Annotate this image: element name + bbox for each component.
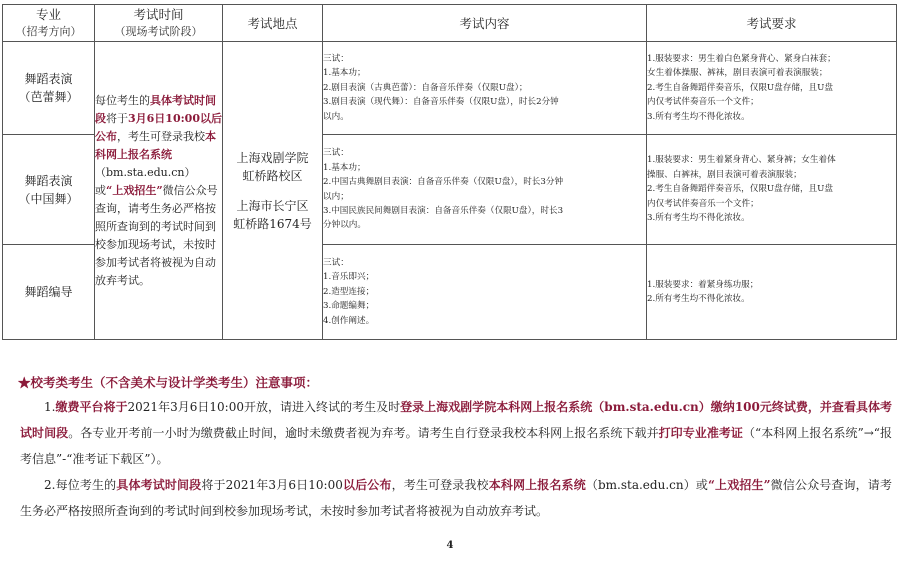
content-line: 3.剧目表演（现代舞）：自备音乐伴奏（仅限U盘），时长2分钟 (323, 97, 559, 108)
requirement-line: 2.考生自备舞蹈伴奏音乐，仅限U盘存储，且U盘 (647, 184, 833, 195)
major-direction: （中国舞） (18, 191, 79, 206)
header-time-label: 考试时间 (133, 7, 184, 22)
exam-time-cell (95, 42, 223, 340)
exam-content-cell (323, 245, 647, 340)
page-number: 4 (446, 540, 454, 551)
content-line: 三试： (323, 148, 349, 159)
content-line: 以内； (323, 191, 349, 202)
exam-content-cell (323, 135, 647, 245)
notes-section (20, 372, 892, 524)
note-emphasis: 以后公布 (342, 478, 392, 492)
requirement-line: 2.考生自备舞蹈伴奏音乐，仅限U盘存储，且U盘 (647, 82, 833, 93)
note-text: 2021年3月6日10:00开放，请进入终试的考生及时 (127, 400, 401, 414)
content-line: 2.造型连接； (323, 286, 375, 297)
time-highlight: 具体考试时间段 (95, 93, 216, 125)
content-line: 2.中国古典舞剧目表演：自备音乐伴奏（仅限U盘），时长3分钟 (323, 177, 564, 188)
header-requirements: 考试要求 (647, 5, 897, 42)
note-text: 2.每位考生的 (44, 478, 117, 492)
requirement-line: 1.服装要求：着紧身练功服； (647, 279, 759, 290)
content-line: 1.音乐即兴； (323, 272, 375, 283)
content-line: 1.基本功； (323, 68, 366, 79)
note-text: （bm.sta.edu.cn）或 (585, 478, 709, 492)
note-text: （“本科网上报名系统”→“报考信息”-“准考证下载区”）。 (20, 426, 892, 466)
requirement-line: 操服、白裤袜，剧目表演可着表演服装； (647, 169, 802, 180)
table-header-row (3, 5, 897, 42)
location-line: 上海戏剧学院 (236, 150, 309, 165)
note-emphasis: 本科网上报名系统 (488, 478, 586, 492)
header-major-label: 专业 (35, 7, 61, 22)
time-text: 将于 (106, 111, 128, 125)
requirement-line: 1.服装要求：男生着白色紧身背心、紧身白袜套； (647, 53, 836, 64)
note-text: 微信公众号查询，请考生务必严格按照所查询到的考试时间到校参加现场考试，未按时参加考试者将被视为自动放弃考试。 (20, 478, 892, 518)
requirement-line: 内仅考试伴奏音乐一个文件； (647, 97, 759, 108)
note-emphasis: “上戏招生” (708, 478, 771, 492)
major-name: 舞蹈表演 (24, 72, 73, 86)
note-text: 1. (44, 400, 56, 414)
table-row (3, 42, 897, 135)
location-line: 上海市长宁区 (236, 198, 309, 213)
header-time-sub: （现场考试阶段） (114, 25, 203, 38)
header-major-sub: （招考方向） (15, 25, 82, 38)
notes-title: ★校考类考生（不含美术与设计学类考生）注意事项： (18, 375, 319, 390)
location-line: 虹桥路1674号 (233, 216, 312, 231)
content-line: 分钟以内。 (323, 220, 366, 231)
major-direction: （芭蕾舞） (18, 90, 79, 104)
content-line: 以内。 (323, 111, 349, 122)
exam-requirements-cell (647, 245, 897, 340)
location-line: 虹桥路校区 (242, 168, 303, 183)
note-emphasis: 缴费平台将于 (55, 400, 128, 414)
content-line: 2.剧目表演（古典芭蕾）：自备音乐伴奏（仅限U盘）； (323, 82, 528, 93)
header-location: 考试地点 (223, 5, 323, 42)
major-cell (3, 245, 95, 340)
note-text: ，考生可登录我校 (391, 478, 489, 492)
exam-content-cell (323, 42, 647, 135)
content-line: 1.基本功； (323, 162, 366, 173)
note-emphasis: 打印专业准考证 (658, 426, 743, 440)
note-paragraph-1 (20, 394, 892, 472)
requirement-line: 2.所有考生均不得化浓妆。 (647, 294, 750, 304)
time-text: 每位考生的 (95, 93, 150, 107)
note-paragraph-2 (20, 472, 892, 524)
time-highlight: 本科网上报名系统 (95, 129, 216, 161)
content-line: 3.中国民族民间舞剧目表演：自备音乐伴奏（仅限U盘），时长3 (323, 205, 564, 216)
note-text: 将于2021年3月6日10:00 (201, 478, 343, 492)
requirement-line: 内仅考试伴奏音乐一个文件； (647, 198, 759, 209)
exam-location-cell (223, 42, 323, 340)
content-line: 4.创作阐述。 (323, 315, 375, 326)
note-text: 。各专业开考前一小时为缴费截止时间，逾时未缴费者视为弃考。请考生自行登录我校本科网上报名系统下载并 (68, 426, 659, 440)
requirement-line: 3.所有考生均不得化浓妆。 (647, 213, 750, 224)
note-emphasis: 登录上海戏剧学院本科网上报名系统（bm.sta.edu.cn）缴纳100元终试费，并查看具体考试时间段 (20, 400, 892, 440)
time-text: ，考生可登录我校 (117, 129, 205, 143)
major-cell (3, 135, 95, 245)
time-highlight: “上戏招生” (106, 183, 163, 197)
major-name: 舞蹈表演 (24, 173, 73, 188)
exam-schedule-table (2, 4, 897, 340)
content-line: 3.命题编舞； (323, 301, 375, 312)
header-major (3, 5, 95, 42)
header-content: 考试内容 (323, 5, 647, 42)
note-emphasis: 具体考试时间段 (116, 478, 202, 492)
content-line: 三试： (323, 257, 349, 268)
major-cell (3, 42, 95, 135)
content-line: 三试： (323, 53, 349, 64)
requirement-line: 3.所有考生均不得化浓妆。 (647, 111, 750, 122)
header-time (95, 5, 223, 42)
time-text: （bm.sta.edu.cn）或 (95, 165, 196, 197)
requirement-line: 女生着体操服、裤袜，剧目表演可着表演服装； (647, 68, 828, 79)
time-text: 微信公众号查询，请考生务必严格按照所查询到的考试时间到校参加现场考试，未按时参加考试者将被视为自动放弃考试。 (95, 183, 218, 287)
requirement-line: 1.服装要求：男生着紧身背心、紧身裤；女生着体 (647, 155, 836, 166)
exam-requirements-cell (647, 135, 897, 245)
time-highlight: 3月6日10:00以后公布 (95, 111, 222, 143)
exam-requirements-cell (647, 42, 897, 135)
major-name: 舞蹈编导 (24, 285, 73, 299)
